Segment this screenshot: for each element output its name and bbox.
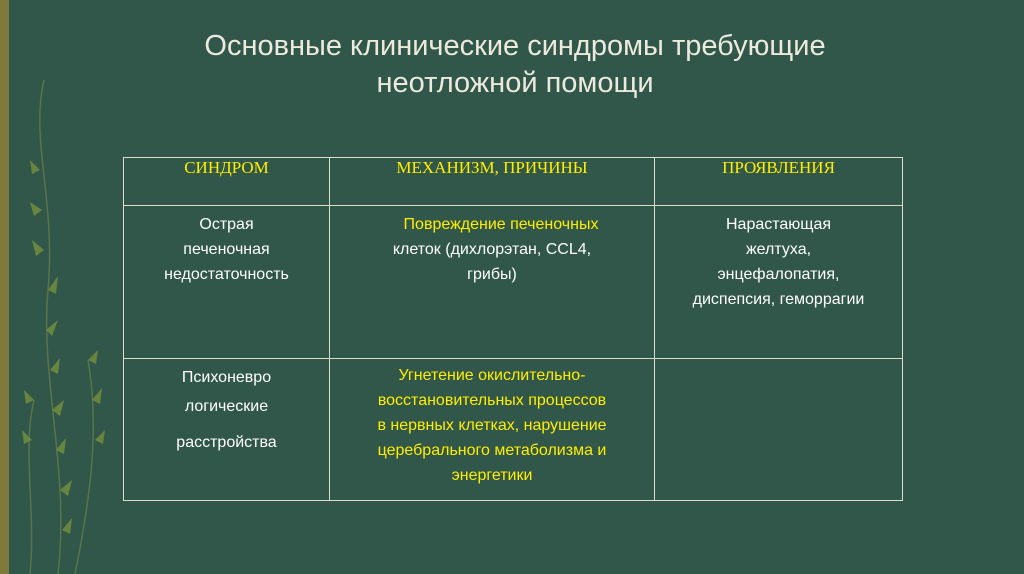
table-row <box>124 359 903 501</box>
slide-title <box>60 28 970 102</box>
cell-line: диспепсия, геморрагии <box>692 291 865 308</box>
manifestations-cell <box>655 206 903 359</box>
syndrome-cell <box>124 206 330 359</box>
cell-line: Психоневро <box>181 369 272 386</box>
header-manifestations: ПРОЯВЛЕНИЯ <box>655 158 903 206</box>
title-line-1: Основные клинические синдромы требующие <box>204 30 826 62</box>
title-line-2: неотложной помощи <box>376 67 654 99</box>
cell-line: расстройства <box>176 434 277 451</box>
cell-line: Нарастающая <box>725 216 832 233</box>
cell-line: восстановительных процессов <box>377 392 607 409</box>
table-row <box>124 206 903 359</box>
mechanism-cell <box>330 206 655 359</box>
cell-line: в нервных клетках, нарушение <box>377 417 607 434</box>
header-syndrome: СИНДРОМ <box>124 158 330 206</box>
cell-line-highlight: Повреждение печеночных <box>403 216 599 233</box>
cell-line: энцефалопатия, <box>717 266 840 283</box>
mechanism-cell <box>330 359 655 501</box>
syndromes-table <box>123 157 903 501</box>
cell-line: Острая <box>199 216 254 233</box>
syndrome-cell <box>124 359 330 501</box>
cell-line: недостаточность <box>164 266 289 283</box>
cell-line: грибы) <box>467 266 517 283</box>
cell-line: логические <box>184 398 269 415</box>
table-header-row <box>124 158 903 206</box>
cell-line: церебрального метаболизма и <box>377 442 607 459</box>
cell-line: печеночная <box>183 241 270 258</box>
manifestations-cell-empty <box>655 359 903 501</box>
cell-line: энергетики <box>451 467 533 484</box>
cell-line: клеток (дихлорэтан, CCL4, <box>392 241 592 258</box>
cell-line: Угнетение окислительно- <box>398 367 586 384</box>
header-mechanism: МЕХАНИЗМ, ПРИЧИНЫ <box>330 158 655 206</box>
cell-line: желтуха, <box>745 241 812 258</box>
